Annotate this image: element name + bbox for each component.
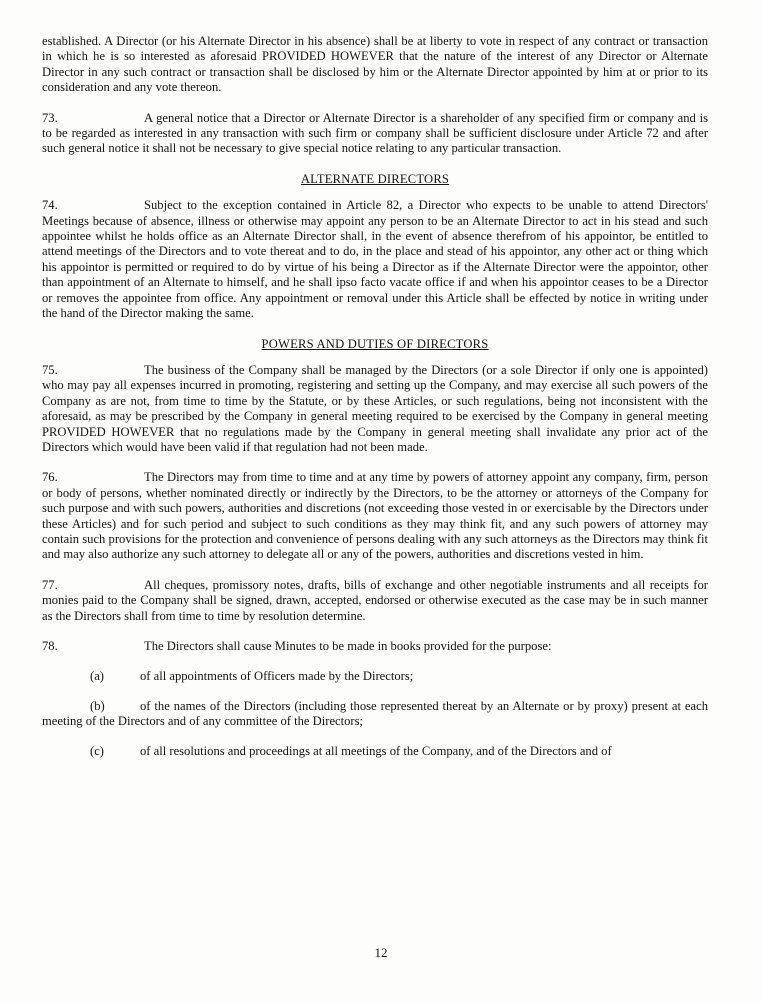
article-number: 74. (42, 198, 58, 213)
article-number: 76. (42, 470, 58, 485)
article-number: 77. (42, 577, 58, 592)
list-item-label: (b) (90, 698, 105, 713)
article-76 (42, 470, 708, 562)
article-number: 75. (42, 362, 58, 377)
article-72-continuation: established. A Director (or his Alternate Director in his absence) shall be at liberty to vote in respect of any contract or transaction in which he is so interested as aforesaid PROVIDED HOWEVER that the nature of the interest of any Director or Alternate Director in any such contract or transaction shall be disclosed by him or the Alternate Director appointed by him at or prior to its consideration and any vote thereon. (42, 34, 708, 95)
page-number: 12 (374, 945, 388, 960)
article-text: The Directors shall cause Minutes to be made in books provided for the purpose: (144, 639, 552, 653)
article-text: The business of the Company shall be managed by the Directors (or a sole Director if only one is appointed) who may pay all expenses incurred in promoting, registering and setting up the Company, and may exercise all such powers of the Company as are not, from time to time by the Statute, or by these Articles, or such regulations, being not inconsistent with the aforesaid, as may be prescribed by the Company in general meeting required to be exercised by the Company in general meeting PROVIDED HOWEVER that no regulations made by the Company in general meeting shall invalidate any prior act of the Directors which would have been valid if that regulation had not been made. (42, 362, 708, 454)
article-77 (42, 578, 708, 624)
article-74 (42, 198, 708, 321)
article-number: 73. (42, 110, 58, 125)
list-item-label: (c) (90, 743, 104, 758)
article-text: Subject to the exception contained in Article 82, a Director who expects to be unable to attend Directors' Meetings because of absence, illness or otherwise may appoint any person to be an Alternate Director to act in his stead and such appointee whilst he holds office as an Alternate Director shall, in the event of absence therefrom of his appointor, be entitled to attend meetings of the Directors and to vote thereat and to do, in the place and stead of his appointor, any other act or thing which his appointor is permitted or required to do by virtue of his being a Director as if the Alternate Director were the appointor, other than appointment of an Alternate to himself, and he shall ipso facto vacate office if and when his appointor ceases to be a Director or removes the appointee from office. Any appointment or removal under this Article shall be effected by notice in writing under the hand of the Director making the same. (42, 198, 708, 321)
list-item-c (42, 744, 708, 759)
article-number: 78. (42, 639, 58, 653)
list-item-b (42, 699, 708, 730)
list-item-label: (a) (90, 669, 104, 684)
list-item-text: of the names of the Directors (including those represented thereat by an Alternate or by proxy) present at each meeting of the Directors and of any committee of the Directors; (42, 698, 708, 729)
section-heading-powers-and-duties: POWERS AND DUTIES OF DIRECTORS (261, 336, 489, 351)
list-item-text: of all appointments of Officers made by the Directors; (140, 669, 414, 684)
article-75 (42, 363, 708, 455)
list-item-a (42, 669, 708, 684)
article-text: A general notice that a Director or Alternate Director is a shareholder of any specified firm or company and is to be regarded as interested in any transaction with such firm or company shall be sufficient disclosure under Article 72 and after such general notice it shall not be necessary to give special notice relating to any particular transaction. (42, 110, 708, 156)
article-text: The Directors may from time to time and at any time by powers of attorney appoint any company, firm, person or body of persons, whether nominated directly or indirectly by the Directors, to be the attorney or attorneys of the Company for such purpose and with such powers, authorities and discretions (not exceeding those vested in or exercisable by the Directors under these Articles) and for such period and subject to such conditions as they may think fit, and any such powers of attorney may contain such provisions for the protection and convenience of persons dealing with any such attorneys as the Directors may think fit and may also authorize any such attorney to delegate all or any of the powers, authorities and discretions vested in him. (42, 470, 708, 562)
article-73 (42, 111, 708, 157)
section-heading-alternate-directors: ALTERNATE DIRECTORS (300, 171, 450, 186)
list-item-text: of all resolutions and proceedings at all meetings of the Company, and of the Directors and of (140, 743, 612, 758)
article-78 (42, 639, 708, 654)
article-text: All cheques, promissory notes, drafts, bills of exchange and other negotiable instruments and all receipts for monies paid to the Company shall be signed, drawn, accepted, endorsed or otherwise executed as the case may be in such manner as the Directors shall from time to time by resolution determine. (42, 577, 708, 623)
